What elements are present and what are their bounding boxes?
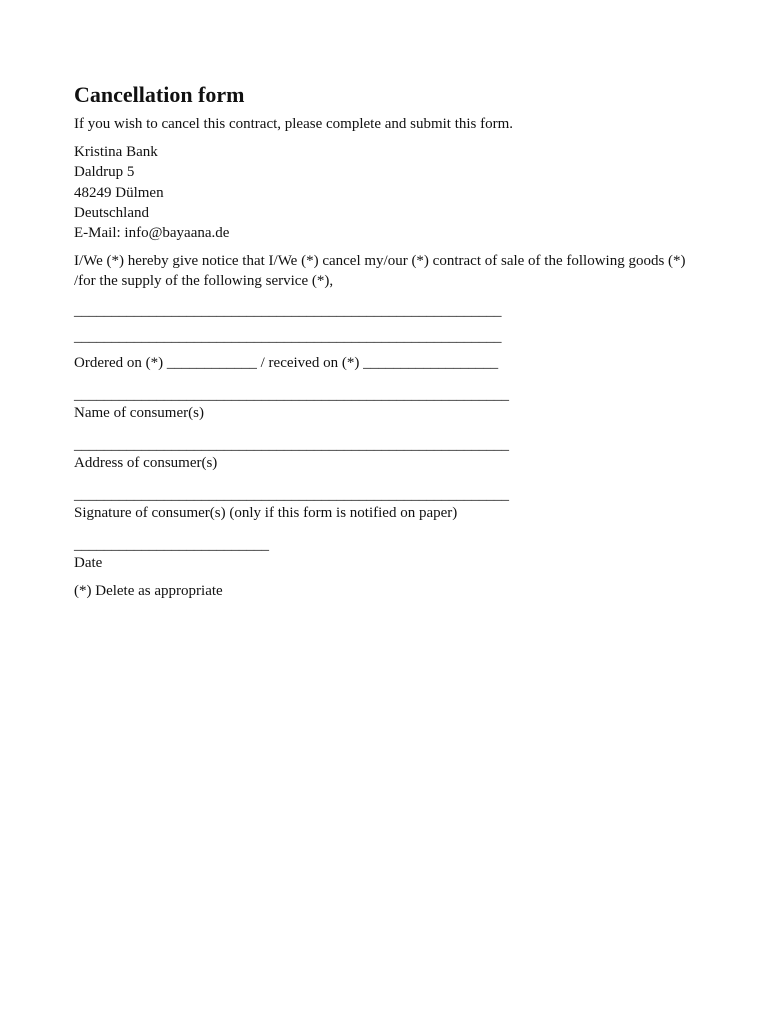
footnote: (*) Delete as appropriate: [74, 583, 223, 600]
cancellation-form-document: [74, 82, 714, 601]
address-line: __________________________________________________________: [74, 437, 509, 454]
goods-line-2: _________________________________________________________: [74, 329, 502, 346]
date-label: Date: [74, 555, 103, 572]
seller-city: 48249 Dülmen: [74, 184, 164, 201]
seller-address-block: [74, 142, 714, 243]
goods-line-1: _________________________________________________________: [74, 303, 502, 320]
date-line: __________________________: [74, 537, 269, 554]
ordered-received-line: Ordered on (*) ____________ / received on (*) __________________: [74, 355, 499, 372]
name-label: Name of consumer(s): [74, 405, 204, 422]
seller-street: Daldrup 5: [74, 164, 135, 181]
form-title: Cancellation form: [74, 82, 245, 107]
seller-email: E-Mail: info@bayaana.de: [74, 225, 230, 242]
form-intro: If you wish to cancel this contract, please complete and submit this form.: [74, 116, 514, 132]
seller-country: Deutschland: [74, 204, 149, 221]
signature-line: __________________________________________________________: [74, 487, 509, 504]
signature-label: Signature of consumer(s) (only if this form is notified on paper): [74, 505, 458, 522]
seller-name: Kristina Bank: [74, 144, 158, 160]
cancellation-notice: I/We (*) hereby give notice that I/We (*) cancel my/our (*) contract of sale of the following goods (*) /for the supply of the following service (*),: [74, 253, 686, 290]
name-line: __________________________________________________________: [74, 387, 509, 404]
address-label: Address of consumer(s): [74, 455, 218, 472]
